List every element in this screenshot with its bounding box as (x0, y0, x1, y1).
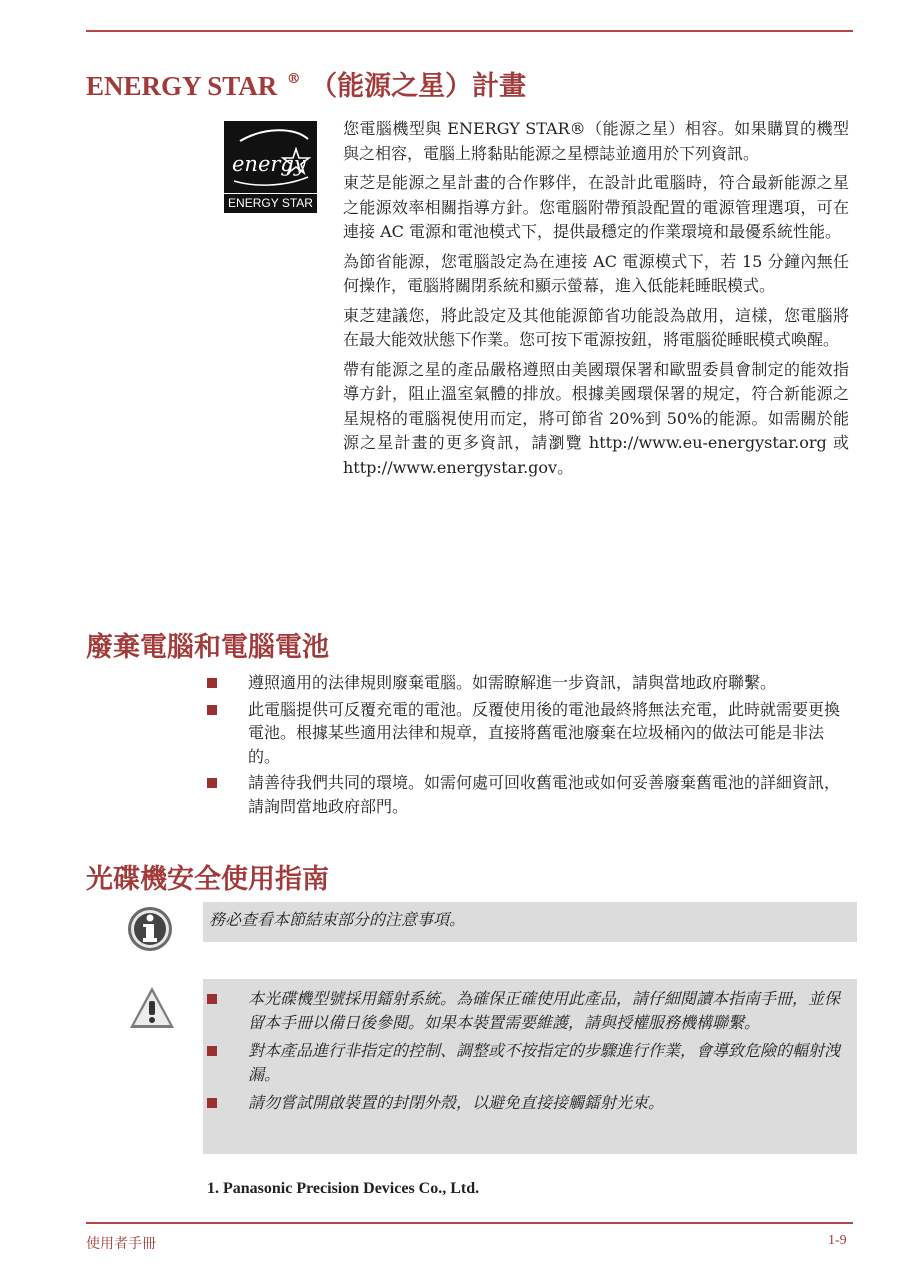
page-number: 1-9 (828, 1233, 847, 1248)
bullet-square-icon (207, 778, 217, 788)
bullet-square-icon (207, 1098, 217, 1108)
bullet-square-icon (207, 994, 217, 1004)
logo-script-text: energy (232, 152, 306, 176)
section-title-disposal: 廢棄電腦和電腦電池 (86, 632, 329, 663)
list-item-text: 遵照適用的法律規則廢棄電腦。如需瞭解進一步資訊，請與當地政府聯繫。 (248, 673, 777, 692)
footnote: 1. Panasonic Precision Devices Co., Ltd. (207, 1180, 480, 1197)
note-text: 務必查看本節結束部分的注意事項。 (209, 910, 466, 929)
list-item (207, 1039, 853, 1086)
list-item (207, 698, 851, 769)
note-box (203, 902, 857, 942)
bullet-square-icon (207, 705, 217, 715)
warning-icon (127, 984, 177, 1032)
warning-text: 對本產品進行非指定的控制、調整或不按指定的步驟進行作業，會導致危險的輻射洩漏。 (248, 1041, 841, 1084)
list-item (207, 771, 851, 818)
title-cjk: （能源之星）計畫 (310, 71, 527, 102)
header-rule (86, 30, 853, 32)
section-title-energy-star (86, 62, 526, 104)
list-item (207, 671, 851, 695)
logo-text: ENERGY STAR (224, 193, 317, 210)
paragraph: 帶有能源之星的產品嚴格遵照由美國環保署和歐盟委員會制定的能效指導方針，阻止溫室氣體的排放。根據美國環保署的規定，符合新能源之星規格的電腦視使用而定，將可節省 20%到 50%的能源。如需關於能源之星計畫的更多資訊，請瀏覽 http://www.eu-energystar.org 或 http://www.energystar.gov。 (343, 359, 849, 477)
section-title-optical: 光碟機安全使用指南 (86, 864, 329, 895)
paragraph: 您電腦機型與 ENERGY STAR®（能源之星）相容。如果購買的機型與之相容，電腦上將黏貼能源之星標誌並適用於下列資訊。 (343, 119, 849, 163)
disposal-list (207, 671, 851, 821)
energy-star-logo-icon (224, 121, 317, 195)
footer-rule (86, 1222, 853, 1224)
warning-box (203, 979, 857, 1154)
energy-star-logo (224, 121, 317, 213)
list-item (207, 987, 853, 1034)
paragraph: 東芝是能源之星計畫的合作夥伴，在設計此電腦時，符合最新能源之星之能源效率相關指導方針。您電腦附帶預設配置的電源管理選項，可在連接 AC 電源和電池模式下，提供最穩定的作業環境和最優系統性能。 (343, 173, 849, 241)
paragraph: 東芝建議您，將此設定及其他能源節省功能設為啟用，這樣，您電腦將在最大能效狀態下作業。您可按下電源按鈕，將電腦從睡眠模式喚醒。 (343, 305, 849, 349)
warning-text: 請勿嘗試開啟裝置的封閉外殼，以避免直接接觸鐳射光束。 (248, 1093, 665, 1112)
footer-manual-title: 使用者手冊 (86, 1236, 156, 1252)
paragraph: 為節省能源，您電腦設定為在連接 AC 電源模式下，若 15 分鐘內無任何操作，電腦將關閉系統和顯示螢幕，進入低能耗睡眠模式。 (343, 251, 849, 295)
list-item-text: 請善待我們共同的環境。如需何處可回收舊電池或如何妥善廢棄舊電池的詳細資訊，請詢問當地政府部門。 (248, 773, 841, 816)
title-latin: ENERGY STAR (86, 71, 278, 101)
bullet-square-icon (207, 1046, 217, 1056)
registered-mark: ® (286, 71, 301, 87)
info-icon (126, 905, 174, 953)
list-item (207, 1091, 853, 1115)
list-item-text: 此電腦提供可反覆充電的電池。反覆使用後的電池最終將無法充電，此時就需要更換電池。根據某些適用法律和規章，直接將舊電池廢棄在垃圾桶內的做法可能是非法的。 (248, 699, 841, 766)
energy-star-paragraphs (343, 117, 849, 485)
bullet-square-icon (207, 678, 217, 688)
warning-text: 本光碟機型號採用鐳射系統。為確保正確使用此產品，請仔細閱讀本指南手冊，並保留本手冊以備日後參閱。如果本裝置需要維護，請與授權服務機構聯繫。 (248, 989, 841, 1032)
